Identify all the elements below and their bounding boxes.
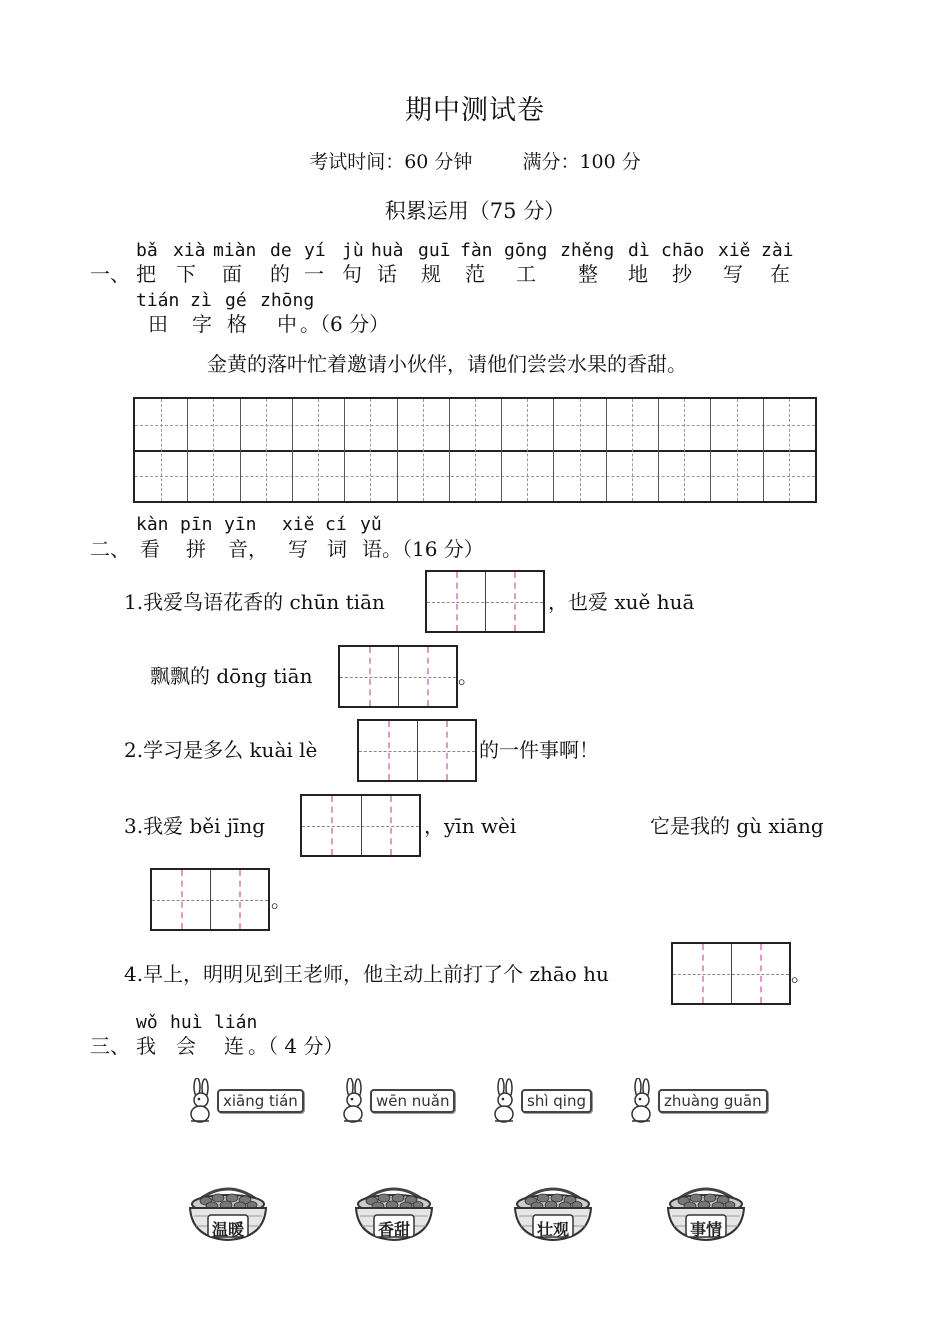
box-midline: [388, 721, 390, 780]
q3-pinyin: wǒ: [136, 1012, 158, 1033]
q1-char: 一: [304, 262, 324, 286]
rabbit-card[interactable]: [338, 1078, 455, 1124]
box-midline: [456, 572, 458, 631]
q1-number: 一、: [90, 262, 130, 286]
grid-midline: [161, 399, 162, 501]
q2-char: 拼: [186, 537, 206, 561]
box-midline: [369, 647, 371, 706]
box-divider: [361, 796, 362, 855]
basket-label: 香甜: [377, 1220, 410, 1239]
q2-char: 音，: [228, 537, 268, 561]
q3-char: 我: [136, 1034, 156, 1058]
box-midline: [331, 796, 333, 855]
q2-item3-text: ，yīn wèi: [424, 814, 517, 838]
page-title: 期中测试卷: [405, 95, 545, 126]
pinyin-tag: shì qing: [521, 1089, 592, 1113]
q1-char: 话: [377, 262, 397, 286]
q2-char: 语。（16 分）: [362, 537, 484, 561]
grid-midline: [318, 399, 319, 501]
grid-column-line: [553, 399, 554, 501]
grid-midline: [213, 399, 214, 501]
rabbit-card[interactable]: [185, 1078, 304, 1124]
q1-char: 字: [192, 312, 212, 336]
box-divider: [731, 944, 732, 1003]
grid-column-line: [240, 399, 241, 501]
q1-sentence: 金黄的落叶忙着邀请小伙伴，请他们尝尝水果的香甜。: [207, 352, 687, 376]
box-midline: [702, 944, 704, 1003]
q2-pinyin: yīn: [224, 514, 257, 535]
exam-meta: [0, 147, 950, 174]
q1-pinyin: zì: [190, 290, 212, 311]
q2-item3-text: 。: [271, 888, 291, 912]
grid-column-line: [501, 399, 502, 501]
grid-column-line: [763, 399, 764, 501]
box-midline: [760, 944, 762, 1003]
box-divider: [417, 721, 418, 780]
grid-midline: [737, 399, 738, 501]
grid-column-line: [397, 399, 398, 501]
q3-pinyin: huì: [170, 1012, 203, 1033]
q3-chars-row: [0, 1030, 950, 1056]
answer-box[interactable]: [300, 794, 421, 857]
grid-midline: [684, 399, 685, 501]
answer-box[interactable]: [150, 868, 270, 931]
q1-pinyin: fàn: [460, 240, 493, 261]
answer-box[interactable]: [338, 645, 458, 708]
q1-chars-row: [0, 258, 950, 284]
q2-item1-text: ，也爱 xuě huā: [548, 590, 695, 614]
q1-char: 在: [770, 262, 790, 286]
grid-midline: [527, 399, 528, 501]
q1-pinyin: yí: [304, 240, 326, 261]
q2-item3-text: 它是我的 gù xiāng: [650, 814, 824, 838]
grid-midline: [475, 399, 476, 501]
q2-number: 二、: [90, 537, 130, 561]
q1-char: 整: [578, 262, 598, 286]
q1-pinyin: dì: [628, 240, 650, 261]
rabbit-card[interactable]: [626, 1078, 768, 1124]
grid-midline: [632, 399, 633, 501]
q1-char: 田: [148, 312, 168, 336]
q2-item3-text: 3.我爱 běi jīng: [124, 814, 266, 838]
q1-chars-row-2: [0, 308, 950, 334]
q2-item4-text: 。: [791, 962, 811, 986]
q1-pinyin: xià: [173, 240, 206, 261]
q1-char: 句: [342, 262, 362, 286]
q1-pinyin: zài: [761, 240, 794, 261]
box-midline: [514, 572, 516, 631]
q1-pinyin: chāo: [661, 240, 705, 261]
q3-pinyin: lián: [214, 1012, 258, 1033]
q2-item1-text: 。: [458, 664, 478, 688]
q1-char: 工: [516, 262, 536, 286]
grid-midline: [789, 399, 790, 501]
q1-char: 规: [421, 262, 441, 286]
q1-pinyin: guī: [418, 240, 451, 261]
q2-char: 看: [140, 537, 160, 561]
q2-item2-text: 2.学习是多么 kuài lè: [124, 738, 318, 762]
q1-char: 把: [136, 262, 156, 286]
answer-box[interactable]: [425, 570, 545, 633]
rabbit-icon: [338, 1078, 370, 1124]
box-midline: [390, 796, 392, 855]
section-heading: 积累运用（75 分）: [384, 199, 566, 223]
box-midline: [446, 721, 448, 780]
rabbit-icon: [626, 1078, 658, 1124]
q1-pinyin: zhěng: [560, 240, 615, 261]
q1-char: 的: [270, 262, 290, 286]
q1-pinyin: miàn: [213, 240, 257, 261]
q2-pinyin: yǔ: [360, 514, 382, 535]
q2-pinyin: pīn: [180, 514, 213, 535]
exam-time: 考试时间：60 分钟: [309, 151, 473, 173]
q2-char: 词: [327, 537, 347, 561]
box-divider: [210, 870, 211, 929]
q1-char: 面: [222, 262, 242, 286]
grid-midline: [580, 399, 581, 501]
box-midline: [239, 870, 241, 929]
grid-midline: [370, 399, 371, 501]
grid-midline: [423, 399, 424, 501]
basket-label: 温暖: [211, 1220, 244, 1239]
rabbit-card[interactable]: [489, 1078, 592, 1124]
basket-label: 壮观: [536, 1220, 569, 1239]
box-midline: [427, 647, 429, 706]
rabbit-icon: [185, 1078, 217, 1124]
pinyin-tag: xiāng tián: [217, 1089, 304, 1113]
tianzige-writing-grid[interactable]: [133, 397, 817, 503]
q1-char: 格: [227, 312, 247, 336]
q1-char: 写: [723, 262, 743, 286]
q1-pinyin: gé: [225, 290, 247, 311]
grid-column-line: [658, 399, 659, 501]
q2-chars-row: [0, 533, 950, 559]
rabbit-icon: [489, 1078, 521, 1124]
q2-char: 写: [288, 537, 308, 561]
exam-score: 满分：100 分: [522, 151, 641, 173]
q1-char: 抄: [672, 262, 692, 286]
q1-char: 下: [176, 262, 196, 286]
q1-char: 地: [628, 262, 648, 286]
q1-char: 范: [465, 262, 485, 286]
q1-pinyin: zhōng: [260, 290, 315, 311]
grid-column-line: [606, 399, 607, 501]
q3-char: 连: [224, 1034, 244, 1058]
q2-item4-text: 4.早上，明明见到王老师，他主动上前打了个 zhāo hu: [124, 962, 609, 986]
basket-label: 事情: [689, 1220, 722, 1239]
q1-pinyin: de: [270, 240, 292, 261]
box-divider: [398, 647, 399, 706]
answer-box[interactable]: [671, 942, 791, 1005]
pinyin-tag: zhuàng guān: [658, 1089, 768, 1113]
basket-card[interactable]: [660, 1180, 752, 1244]
basket-card[interactable]: [348, 1180, 440, 1244]
q2-item2-text: 的一件事啊！: [479, 738, 599, 762]
q2-pinyin: xiě: [282, 514, 315, 535]
q1-pinyin: huà: [371, 240, 404, 261]
box-divider: [485, 572, 486, 631]
basket-card[interactable]: [182, 1180, 274, 1244]
grid-midline: [266, 399, 267, 501]
q1-pinyin: jù: [342, 240, 364, 261]
grid-column-line: [344, 399, 345, 501]
basket-card[interactable]: [507, 1180, 599, 1244]
q3-char: 会: [176, 1034, 196, 1058]
grid-column-line: [710, 399, 711, 501]
grid-column-line: [187, 399, 188, 501]
grid-column-line: [449, 399, 450, 501]
grid-column-line: [292, 399, 293, 501]
q1-pinyin: xiě: [718, 240, 751, 261]
q2-pinyin: kàn: [136, 514, 169, 535]
q1-pinyin: bǎ: [136, 240, 158, 261]
q2-item1-text: 1.我爱鸟语花香的 chūn tiān: [124, 590, 385, 614]
q1-pinyin: tián: [136, 290, 180, 311]
answer-box[interactable]: [357, 719, 477, 782]
pinyin-tag: wēn nuǎn: [370, 1089, 455, 1113]
q1-char: 中: [277, 312, 297, 336]
box-midline: [181, 870, 183, 929]
q2-pinyin: cí: [325, 514, 347, 535]
q2-item1-text: 飘飘的 dōng tiān: [150, 664, 313, 688]
q3-points: 。（ 4 分）: [248, 1034, 344, 1058]
q1-points: 。（6 分）: [300, 312, 390, 336]
q3-number: 三、: [90, 1034, 130, 1058]
q1-pinyin: gōng: [504, 240, 548, 261]
